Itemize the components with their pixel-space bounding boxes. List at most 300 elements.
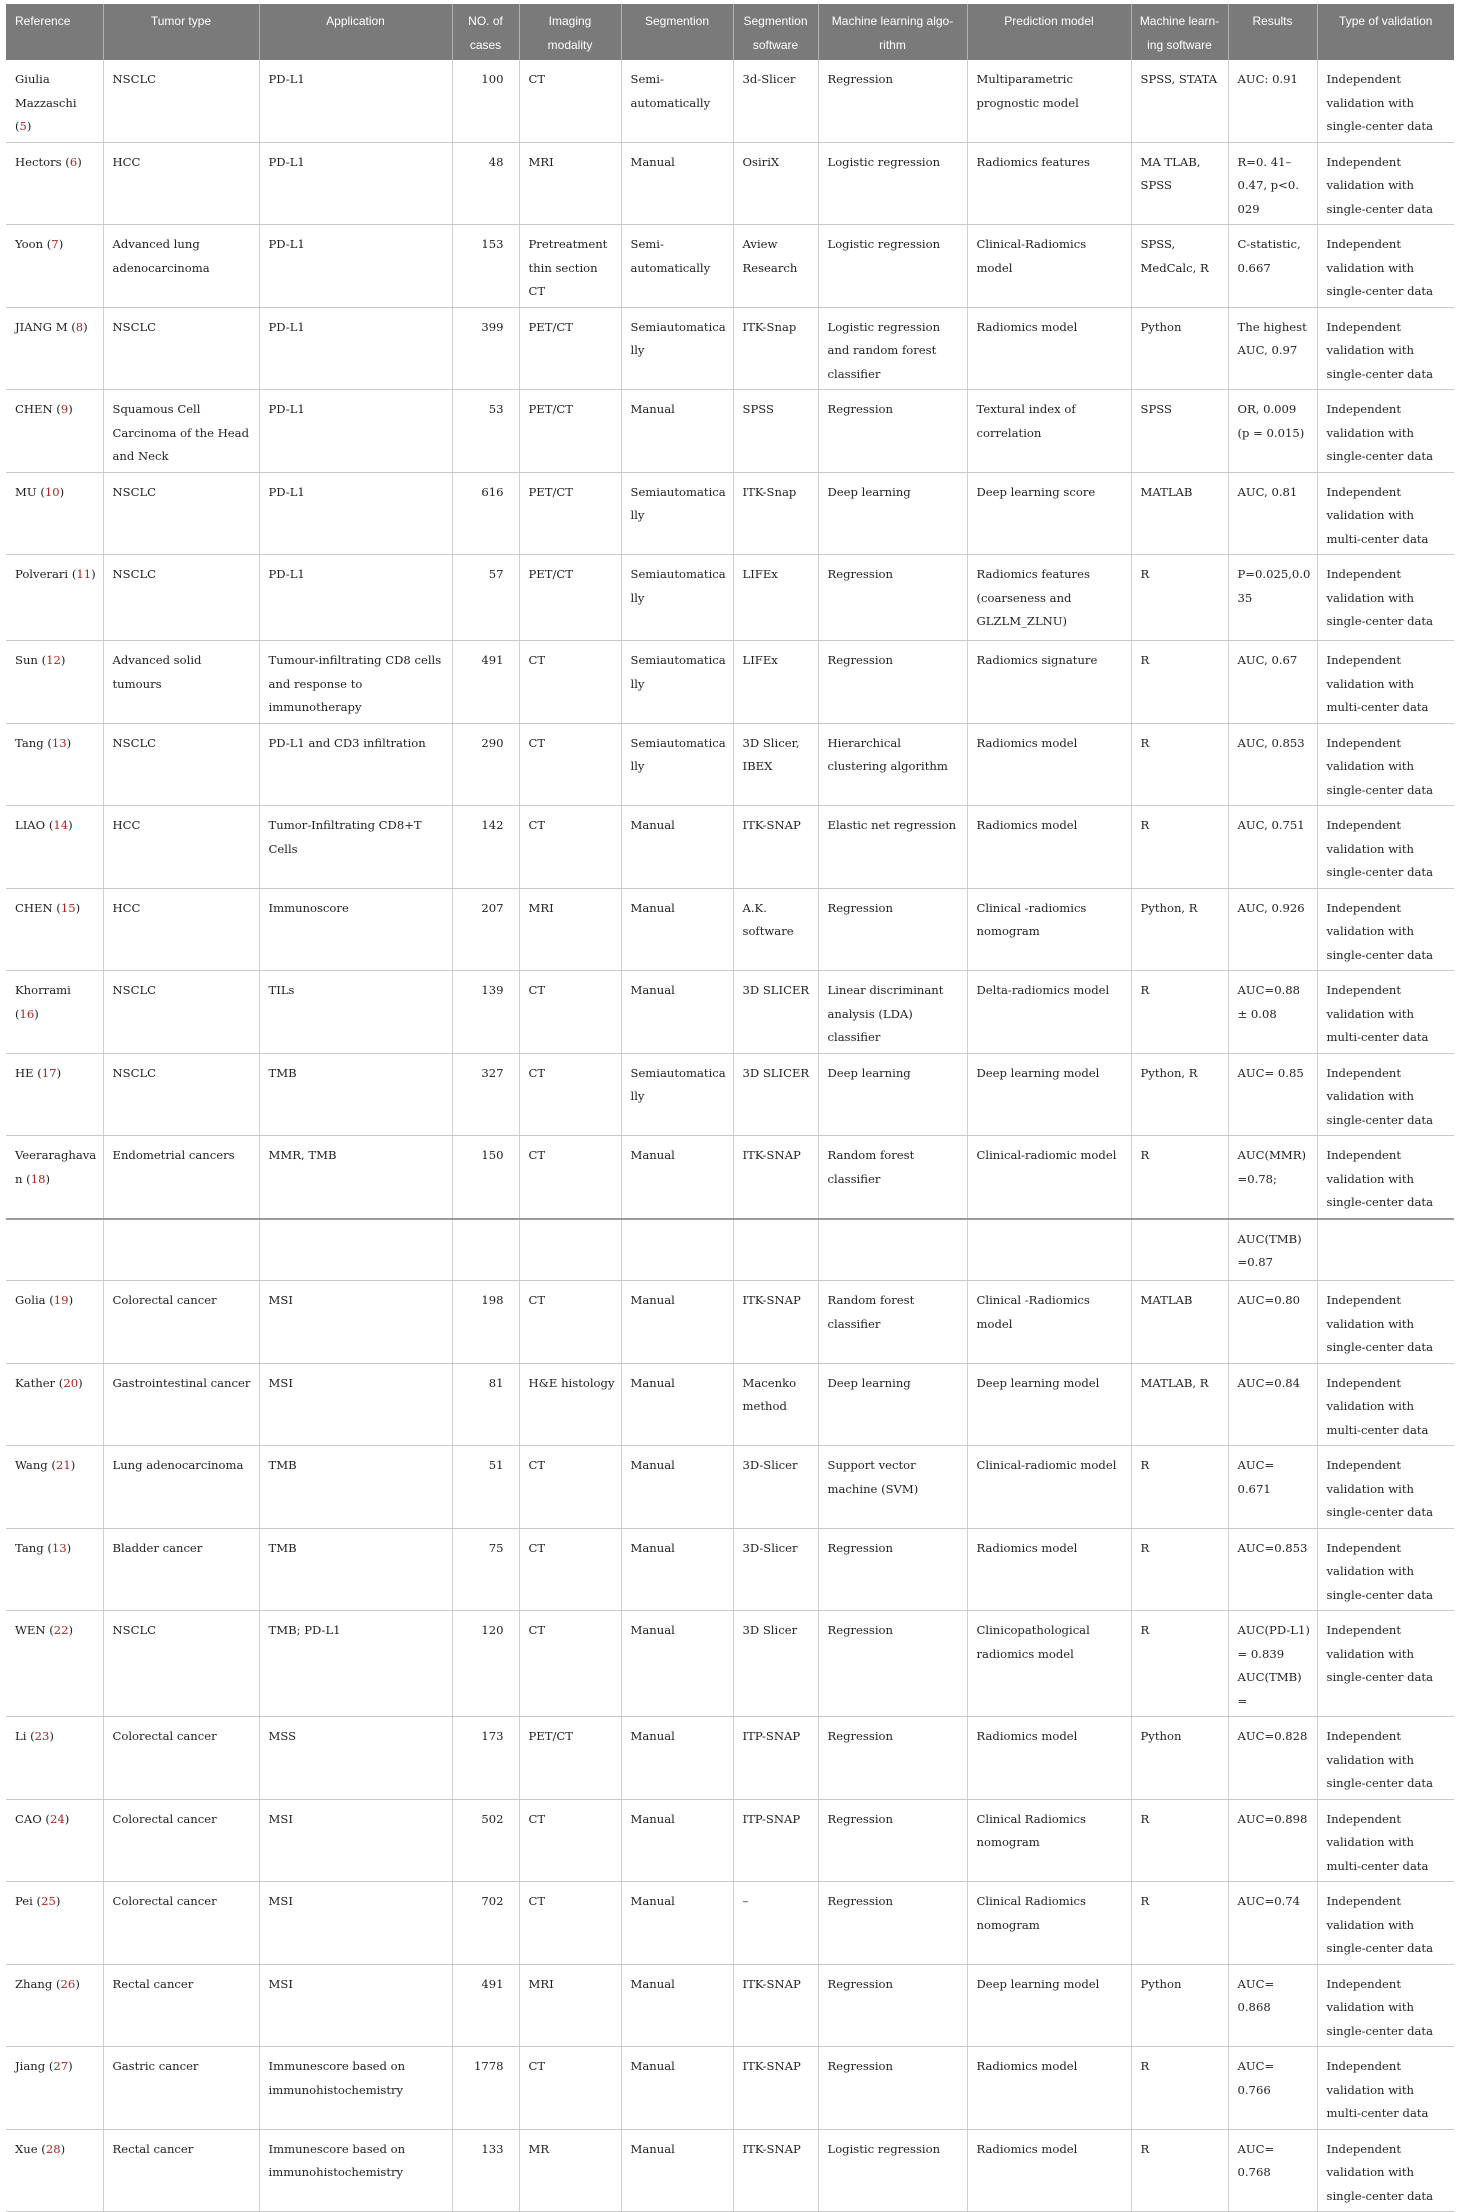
cell-ml-software: Python bbox=[1131, 307, 1228, 390]
header-imaging-modality: Imaging modality bbox=[519, 4, 621, 60]
header-no-of-cases: NO. of cases bbox=[452, 4, 519, 60]
author-name: Yoon bbox=[15, 237, 44, 251]
cell-no-of-cases: 491 bbox=[452, 641, 519, 724]
reference-link[interactable]: 6 bbox=[69, 154, 78, 169]
cell-segmentation: Semiautomatically bbox=[621, 472, 733, 555]
cell-validation-type: Independent validation with single-center data bbox=[1317, 555, 1454, 641]
cell-reference: JIANG M (8) bbox=[6, 307, 103, 390]
cell-validation-type: Independent validation with single-center data bbox=[1317, 225, 1454, 308]
table-row bbox=[6, 1964, 1454, 2047]
cell-ml-software: R bbox=[1131, 1611, 1228, 1717]
cell-imaging-modality: PET/CT bbox=[519, 472, 621, 555]
table-row bbox=[6, 1363, 1454, 1446]
author-name: Wang bbox=[15, 1458, 48, 1472]
cell-tumor-type: Colorectal cancer bbox=[103, 1717, 259, 1800]
cell-validation-type: Independent validation with single-center data bbox=[1317, 390, 1454, 473]
cell-reference: WEN (22) bbox=[6, 1611, 103, 1717]
cell-no-of-cases: 153 bbox=[452, 225, 519, 308]
cell-segmentation: Manual bbox=[621, 1528, 733, 1611]
cell-segmentation-software: ITK-Snap bbox=[733, 472, 818, 555]
cell-segmentation: Semi-automatically bbox=[621, 60, 733, 142]
cell-segmentation: Manual bbox=[621, 1882, 733, 1965]
cell-application: Immunoscore bbox=[259, 888, 452, 971]
cell-application: PD-L1 bbox=[259, 60, 452, 142]
cell-results: AUC(PD-L1) = 0.839 AUC(TMB)= bbox=[1228, 1611, 1317, 1717]
cell-application: TILs bbox=[259, 971, 452, 1054]
cell-prediction-model: Radiomics model bbox=[967, 2129, 1131, 2212]
cell-tumor-type: Endometrial cancers bbox=[103, 1136, 259, 1219]
cell-validation-type: Independent validation with single-center data bbox=[1317, 888, 1454, 971]
cell-no-of-cases: 48 bbox=[452, 142, 519, 225]
cell-segmentation-software: – bbox=[733, 1882, 818, 1965]
cell-ml-software: Python bbox=[1131, 1964, 1228, 2047]
cell-application: Tumor-Infiltrating CD8+T Cells bbox=[259, 806, 452, 889]
cell-imaging-modality: CT bbox=[519, 971, 621, 1054]
cell-results: The highest AUC, 0.97 bbox=[1228, 307, 1317, 390]
cell-ml-algorithm: Regression bbox=[818, 1717, 967, 1800]
cell-imaging-modality: CT bbox=[519, 1882, 621, 1965]
cell-segmentation-software: 3d-Slicer bbox=[733, 60, 818, 142]
cell-tumor-type: NSCLC bbox=[103, 1611, 259, 1717]
cell-imaging-modality: CT bbox=[519, 1799, 621, 1882]
cell-no-of-cases: 290 bbox=[452, 723, 519, 806]
cell-validation-type: Independent validation with single-center data bbox=[1317, 1964, 1454, 2047]
cell-prediction-model: Clinical-radiomic model bbox=[967, 1446, 1131, 1529]
header-prediction-model: Prediction model bbox=[967, 4, 1131, 60]
cell-results: AUC=0.88 ± 0.08 bbox=[1228, 971, 1317, 1054]
cell-no-of-cases: 120 bbox=[452, 1611, 519, 1717]
table-row bbox=[6, 472, 1454, 555]
table-row bbox=[6, 641, 1454, 724]
cell-prediction-model: Deep learning model bbox=[967, 1363, 1131, 1446]
cell-application: PD-L1 bbox=[259, 390, 452, 473]
cell-reference: CAO (24) bbox=[6, 1799, 103, 1882]
cell-results: AUC: 0.91 bbox=[1228, 60, 1317, 142]
cell-segmentation-software bbox=[733, 1219, 818, 1281]
table-row bbox=[6, 1219, 1454, 1281]
author-name: Golia bbox=[15, 1293, 46, 1307]
cell-reference: Tang (13) bbox=[6, 1528, 103, 1611]
cell-results: AUC= 0.671 bbox=[1228, 1446, 1317, 1529]
cell-no-of-cases: 702 bbox=[452, 1882, 519, 1965]
cell-application: MSI bbox=[259, 1363, 452, 1446]
cell-tumor-type: Advanced lung adenocarcinoma bbox=[103, 225, 259, 308]
cell-ml-algorithm: Regression bbox=[818, 60, 967, 142]
cell-imaging-modality: CT bbox=[519, 1611, 621, 1717]
cell-ml-software: Python, R bbox=[1131, 888, 1228, 971]
cell-segmentation: Semiautomatically bbox=[621, 641, 733, 724]
cell-no-of-cases bbox=[452, 1219, 519, 1281]
cell-no-of-cases: 81 bbox=[452, 1363, 519, 1446]
table-row bbox=[6, 1053, 1454, 1136]
table-row bbox=[6, 888, 1454, 971]
cell-segmentation-software: 3D Slicer, IBEX bbox=[733, 723, 818, 806]
cell-prediction-model: Clinical -radiomics nomogram bbox=[967, 888, 1131, 971]
cell-no-of-cases: 327 bbox=[452, 1053, 519, 1136]
author-name: Tang bbox=[15, 735, 44, 750]
cell-imaging-modality: CT bbox=[519, 1136, 621, 1219]
cell-application: Immunescore based on immunohistochemistry bbox=[259, 2047, 452, 2130]
cell-validation-type: Independent validation with multi-center data bbox=[1317, 2047, 1454, 2130]
cell-imaging-modality: PET/CT bbox=[519, 390, 621, 473]
cell-results: AUC, 0.751 bbox=[1228, 806, 1317, 889]
cell-application: Tumour-infiltrating CD8 cells and response to immunotherapy bbox=[259, 641, 452, 724]
cell-application: PD-L1 bbox=[259, 225, 452, 308]
reference-link[interactable]: 11 bbox=[76, 567, 92, 581]
cell-reference: Sun (12) bbox=[6, 641, 103, 724]
cell-application: PD-L1 bbox=[259, 555, 452, 641]
cell-prediction-model: Clinical Radiomics nomogram bbox=[967, 1799, 1131, 1882]
cell-no-of-cases: 173 bbox=[452, 1717, 519, 1800]
reference-link[interactable]: 25 bbox=[41, 1894, 56, 1908]
cell-ml-algorithm: Regression bbox=[818, 888, 967, 971]
cell-reference: Li (23) bbox=[6, 1717, 103, 1800]
cell-segmentation-software: 3D-Slicer bbox=[733, 1446, 818, 1529]
cell-prediction-model: Textural index of correlation bbox=[967, 390, 1131, 473]
cell-prediction-model: Clinical-Radiomics model bbox=[967, 225, 1131, 308]
cell-imaging-modality: MRI bbox=[519, 142, 621, 225]
cell-reference: HE (17) bbox=[6, 1053, 103, 1136]
reference-link[interactable]: 24 bbox=[49, 1811, 65, 1826]
cell-prediction-model: Radiomics model bbox=[967, 806, 1131, 889]
cell-application: PD-L1 and CD3 infiltration bbox=[259, 723, 452, 806]
cell-results: AUC=0.853 bbox=[1228, 1528, 1317, 1611]
cell-no-of-cases: 133 bbox=[452, 2129, 519, 2212]
cell-segmentation-software: Macenko method bbox=[733, 1363, 818, 1446]
author-name: Zhang bbox=[15, 1976, 53, 1991]
cell-ml-software: R bbox=[1131, 555, 1228, 641]
cell-prediction-model: Delta-radiomics model bbox=[967, 971, 1131, 1054]
cell-reference: Tang (13) bbox=[6, 723, 103, 806]
header-tumor-type: Tumor type bbox=[103, 4, 259, 60]
cell-ml-algorithm: Logistic regression bbox=[818, 142, 967, 225]
cell-ml-algorithm: Regression bbox=[818, 1964, 967, 2047]
reference-link[interactable]: 8 bbox=[75, 319, 84, 334]
cell-ml-software: Python bbox=[1131, 1717, 1228, 1800]
cell-application: MSI bbox=[259, 1882, 452, 1965]
author-name: HE bbox=[15, 1065, 34, 1080]
reference-link[interactable]: 26 bbox=[60, 1976, 76, 1991]
cell-prediction-model: Clinical-radiomic model bbox=[967, 1136, 1131, 1219]
cell-prediction-model: Clinicopathological radiomics model bbox=[967, 1611, 1131, 1717]
cell-tumor-type: Rectal cancer bbox=[103, 2129, 259, 2212]
cell-ml-algorithm: Regression bbox=[818, 1528, 967, 1611]
cell-ml-software: R bbox=[1131, 1446, 1228, 1529]
table-row bbox=[6, 806, 1454, 889]
cell-validation-type: Independent validation with single-center data bbox=[1317, 1528, 1454, 1611]
cell-results: AUC, 0.853 bbox=[1228, 723, 1317, 806]
cell-application bbox=[259, 1219, 452, 1281]
cell-imaging-modality: CT bbox=[519, 1446, 621, 1529]
cell-results: AUC=0.828 bbox=[1228, 1717, 1317, 1800]
table-row bbox=[6, 723, 1454, 806]
cell-no-of-cases: 207 bbox=[452, 888, 519, 971]
cell-validation-type: Independent validation with single-center data bbox=[1317, 1611, 1454, 1717]
reference-link[interactable]: 12 bbox=[46, 653, 61, 667]
cell-ml-software: Python, R bbox=[1131, 1053, 1228, 1136]
cell-ml-software: R bbox=[1131, 806, 1228, 889]
cell-reference: Golia (19) bbox=[6, 1281, 103, 1364]
cell-tumor-type: NSCLC bbox=[103, 307, 259, 390]
table-row bbox=[6, 307, 1454, 390]
cell-ml-software: R bbox=[1131, 1799, 1228, 1882]
cell-ml-algorithm: Support vector machine (SVM) bbox=[818, 1446, 967, 1529]
cell-prediction-model: Deep learning model bbox=[967, 1053, 1131, 1136]
header-ml-algorithm: Machine learning algo-rithm bbox=[818, 4, 967, 60]
author-name: JIANG M bbox=[15, 319, 68, 334]
table-row bbox=[6, 1717, 1454, 1800]
cell-tumor-type: HCC bbox=[103, 888, 259, 971]
reference-link[interactable]: 22 bbox=[53, 1623, 69, 1637]
cell-ml-algorithm: Deep learning bbox=[818, 1363, 967, 1446]
cell-no-of-cases: 150 bbox=[452, 1136, 519, 1219]
cell-imaging-modality: MRI bbox=[519, 1964, 621, 2047]
cell-ml-software bbox=[1131, 1219, 1228, 1281]
cell-imaging-modality: CT bbox=[519, 641, 621, 724]
cell-imaging-modality: CT bbox=[519, 1053, 621, 1136]
cell-results: AUC= 0.766 bbox=[1228, 2047, 1317, 2130]
cell-segmentation-software: LIFEx bbox=[733, 555, 818, 641]
cell-segmentation: Semiautomatically bbox=[621, 307, 733, 390]
reference-link[interactable]: 10 bbox=[44, 484, 60, 499]
cell-tumor-type: NSCLC bbox=[103, 60, 259, 142]
cell-ml-algorithm: Regression bbox=[818, 2047, 967, 2130]
cell-ml-algorithm: Regression bbox=[818, 641, 967, 724]
author-name: Jiang bbox=[15, 2059, 46, 2073]
cell-results: AUC(MMR) =0.78; bbox=[1228, 1136, 1317, 1219]
cell-results: AUC=0.80 bbox=[1228, 1281, 1317, 1364]
cell-application: PD-L1 bbox=[259, 472, 452, 555]
cell-segmentation: Manual bbox=[621, 2129, 733, 2212]
cell-application: PD-L1 bbox=[259, 142, 452, 225]
cell-reference: Kather (20) bbox=[6, 1363, 103, 1446]
cell-tumor-type: Colorectal cancer bbox=[103, 1799, 259, 1882]
cell-prediction-model: Radiomics model bbox=[967, 1717, 1131, 1800]
cell-tumor-type: NSCLC bbox=[103, 555, 259, 641]
cell-segmentation-software: ITK-SNAP bbox=[733, 1964, 818, 2047]
table-row bbox=[6, 1446, 1454, 1529]
cell-segmentation: Manual bbox=[621, 888, 733, 971]
author-name: Hectors bbox=[15, 154, 62, 169]
cell-prediction-model: Clinical Radiomics nomogram bbox=[967, 1882, 1131, 1965]
cell-validation-type: Independent validation with single-center data bbox=[1317, 1053, 1454, 1136]
table-row bbox=[6, 390, 1454, 473]
cell-ml-algorithm: Logistic regression bbox=[818, 225, 967, 308]
cell-segmentation: Manual bbox=[621, 1446, 733, 1529]
cell-ml-software: R bbox=[1131, 723, 1228, 806]
reference-link[interactable]: 27 bbox=[53, 2059, 69, 2073]
author-name: CAO bbox=[15, 1811, 42, 1826]
cell-segmentation-software: ITP-SNAP bbox=[733, 1717, 818, 1800]
table-row bbox=[6, 1882, 1454, 1965]
cell-validation-type: Independent validation with single-center data bbox=[1317, 723, 1454, 806]
author-name: Tang bbox=[15, 1540, 44, 1555]
reference-link[interactable]: 19 bbox=[53, 1293, 69, 1307]
reference-link[interactable]: 23 bbox=[34, 1729, 50, 1743]
cell-reference: Xue (28) bbox=[6, 2129, 103, 2212]
cell-tumor-type: Bladder cancer bbox=[103, 1528, 259, 1611]
cell-prediction-model: Radiomics model bbox=[967, 1528, 1131, 1611]
cell-prediction-model: Clinical -Radiomics model bbox=[967, 1281, 1131, 1364]
reference-link[interactable]: 17 bbox=[41, 1065, 57, 1080]
cell-ml-software: R bbox=[1131, 1882, 1228, 1965]
cell-segmentation-software: ITP-SNAP bbox=[733, 1799, 818, 1882]
cell-results: AUC, 0.81 bbox=[1228, 472, 1317, 555]
cell-no-of-cases: 100 bbox=[452, 60, 519, 142]
reference-link[interactable]: 28 bbox=[45, 2141, 61, 2156]
cell-reference: Khorrami (16) bbox=[6, 971, 103, 1054]
reference-link[interactable]: 13 bbox=[51, 1540, 67, 1555]
reference-link[interactable]: 16 bbox=[19, 1006, 35, 1021]
cell-results: AUC= 0.768 bbox=[1228, 2129, 1317, 2212]
table-row bbox=[6, 555, 1454, 641]
cell-segmentation-software: ITK-SNAP bbox=[733, 2047, 818, 2130]
cell-no-of-cases: 57 bbox=[452, 555, 519, 641]
table-row bbox=[6, 2129, 1454, 2212]
author-name: Li bbox=[15, 1729, 27, 1743]
cell-no-of-cases: 53 bbox=[452, 390, 519, 473]
cell-imaging-modality: MRI bbox=[519, 888, 621, 971]
cell-results: P=0.025,0.035 bbox=[1228, 555, 1317, 641]
cell-results: AUC=0.84 bbox=[1228, 1363, 1317, 1446]
cell-imaging-modality: CT bbox=[519, 806, 621, 889]
table-header bbox=[6, 4, 1454, 60]
cell-segmentation-software: A.K. software bbox=[733, 888, 818, 971]
table-body bbox=[6, 60, 1454, 2212]
cell-segmentation: Manual bbox=[621, 1964, 733, 2047]
reference-link[interactable]: 5 bbox=[19, 119, 27, 133]
cell-imaging-modality: PET/CT bbox=[519, 307, 621, 390]
cell-ml-algorithm: Linear discriminant analysis (LDA) classifier bbox=[818, 971, 967, 1054]
reference-link[interactable]: 9 bbox=[60, 402, 69, 416]
cell-no-of-cases: 198 bbox=[452, 1281, 519, 1364]
cell-validation-type: Independent validation with single-center data bbox=[1317, 1717, 1454, 1800]
author-name: Pei bbox=[15, 1894, 33, 1908]
cell-validation-type: Independent validation with multi-center data bbox=[1317, 1799, 1454, 1882]
cell-ml-software: MATLAB bbox=[1131, 472, 1228, 555]
cell-ml-algorithm: Deep learning bbox=[818, 1053, 967, 1136]
cell-validation-type: Independent validation with single-center data bbox=[1317, 1446, 1454, 1529]
table-container bbox=[6, 4, 1454, 2212]
cell-results: AUC=0.898 bbox=[1228, 1799, 1317, 1882]
cell-tumor-type: NSCLC bbox=[103, 723, 259, 806]
cell-segmentation-software: SPSS bbox=[733, 390, 818, 473]
cell-reference: Giulia Mazzaschi (5) bbox=[6, 60, 103, 142]
cell-no-of-cases: 75 bbox=[452, 1528, 519, 1611]
cell-no-of-cases: 491 bbox=[452, 1964, 519, 2047]
cell-imaging-modality: CT bbox=[519, 60, 621, 142]
cell-reference: Jiang (27) bbox=[6, 2047, 103, 2130]
cell-tumor-type: Gastrointestinal cancer bbox=[103, 1363, 259, 1446]
cell-ml-software: R bbox=[1131, 1528, 1228, 1611]
cell-ml-algorithm: Random forest classifier bbox=[818, 1281, 967, 1364]
table-row bbox=[6, 1799, 1454, 1882]
cell-segmentation-software: ITK-Snap bbox=[733, 307, 818, 390]
cell-segmentation bbox=[621, 1219, 733, 1281]
header-validation-type: Type of validation bbox=[1317, 4, 1454, 60]
cell-segmentation: Semi-automatically bbox=[621, 225, 733, 308]
cell-ml-algorithm bbox=[818, 1219, 967, 1281]
cell-segmentation-software: Aview Research bbox=[733, 225, 818, 308]
cell-segmentation: Manual bbox=[621, 142, 733, 225]
cell-reference: Pei (25) bbox=[6, 1882, 103, 1965]
cell-ml-software: R bbox=[1131, 1136, 1228, 1219]
cell-reference: Veeraraghavan (18) bbox=[6, 1136, 103, 1219]
cell-segmentation: Manual bbox=[621, 806, 733, 889]
reference-link[interactable]: 13 bbox=[51, 735, 67, 750]
author-name: Veeraraghavan bbox=[15, 1148, 97, 1186]
cell-segmentation: Semiautomatically bbox=[621, 555, 733, 641]
cell-segmentation: Manual bbox=[621, 1363, 733, 1446]
cell-ml-software: R bbox=[1131, 2047, 1228, 2130]
author-name: CHEN bbox=[15, 402, 53, 416]
cell-application: MSI bbox=[259, 1964, 452, 2047]
cell-segmentation-software: ITK-SNAP bbox=[733, 806, 818, 889]
cell-ml-software: R bbox=[1131, 641, 1228, 724]
cell-prediction-model: Deep learning model bbox=[967, 1964, 1131, 2047]
cell-results: AUC(TMB) =0.87 bbox=[1228, 1219, 1317, 1281]
cell-ml-algorithm: Regression bbox=[818, 1799, 967, 1882]
cell-tumor-type: NSCLC bbox=[103, 971, 259, 1054]
cell-ml-software: MA TLAB, SPSS bbox=[1131, 142, 1228, 225]
cell-results: AUC= 0.868 bbox=[1228, 1964, 1317, 2047]
cell-tumor-type: Rectal cancer bbox=[103, 1964, 259, 2047]
cell-application: TMB bbox=[259, 1528, 452, 1611]
cell-segmentation-software: 3D SLICER bbox=[733, 1053, 818, 1136]
cell-results: AUC= 0.85 bbox=[1228, 1053, 1317, 1136]
cell-validation-type: Independent validation with multi-center data bbox=[1317, 971, 1454, 1054]
cell-application: TMB bbox=[259, 1053, 452, 1136]
cell-tumor-type: HCC bbox=[103, 806, 259, 889]
reference-link[interactable]: 21 bbox=[55, 1458, 71, 1472]
cell-no-of-cases: 616 bbox=[452, 472, 519, 555]
cell-reference bbox=[6, 1219, 103, 1281]
header-application: Application bbox=[259, 4, 452, 60]
header-segmentation-software: Segmention software bbox=[733, 4, 818, 60]
reference-link[interactable]: 20 bbox=[63, 1375, 79, 1390]
cell-ml-algorithm: Regression bbox=[818, 390, 967, 473]
cell-reference: Hectors (6) bbox=[6, 142, 103, 225]
cell-ml-algorithm: Regression bbox=[818, 1882, 967, 1965]
cell-application: TMB bbox=[259, 1446, 452, 1529]
cell-validation-type: Independent validation with single-center data bbox=[1317, 60, 1454, 142]
cell-tumor-type: NSCLC bbox=[103, 472, 259, 555]
cell-segmentation-software: 3D SLICER bbox=[733, 971, 818, 1054]
reference-link[interactable]: 15 bbox=[60, 900, 76, 915]
header-reference: Reference bbox=[6, 4, 103, 60]
author-name: Polverari bbox=[15, 567, 69, 581]
reference-link[interactable]: 18 bbox=[30, 1171, 46, 1186]
reference-link[interactable]: 7 bbox=[51, 237, 59, 251]
cell-reference: Wang (21) bbox=[6, 1446, 103, 1529]
cell-prediction-model: Radiomics features bbox=[967, 142, 1131, 225]
cell-no-of-cases: 139 bbox=[452, 971, 519, 1054]
cell-results: AUC, 0.67 bbox=[1228, 641, 1317, 724]
cell-reference: LIAO (14) bbox=[6, 806, 103, 889]
cell-imaging-modality: H&E histology bbox=[519, 1363, 621, 1446]
cell-segmentation: Manual bbox=[621, 2047, 733, 2130]
cell-segmentation-software: LIFEx bbox=[733, 641, 818, 724]
cell-ml-algorithm: Hierarchical clustering algorithm bbox=[818, 723, 967, 806]
table-row bbox=[6, 1136, 1454, 1219]
author-name: Xue bbox=[15, 2141, 38, 2156]
cell-application: MSI bbox=[259, 1281, 452, 1364]
cell-prediction-model: Radiomics model bbox=[967, 2047, 1131, 2130]
cell-validation-type: Independent validation with multi-center data bbox=[1317, 1363, 1454, 1446]
cell-reference: Yoon (7) bbox=[6, 225, 103, 308]
reference-link[interactable]: 14 bbox=[53, 818, 69, 832]
cell-ml-algorithm: Logistic regression and random forest classifier bbox=[818, 307, 967, 390]
